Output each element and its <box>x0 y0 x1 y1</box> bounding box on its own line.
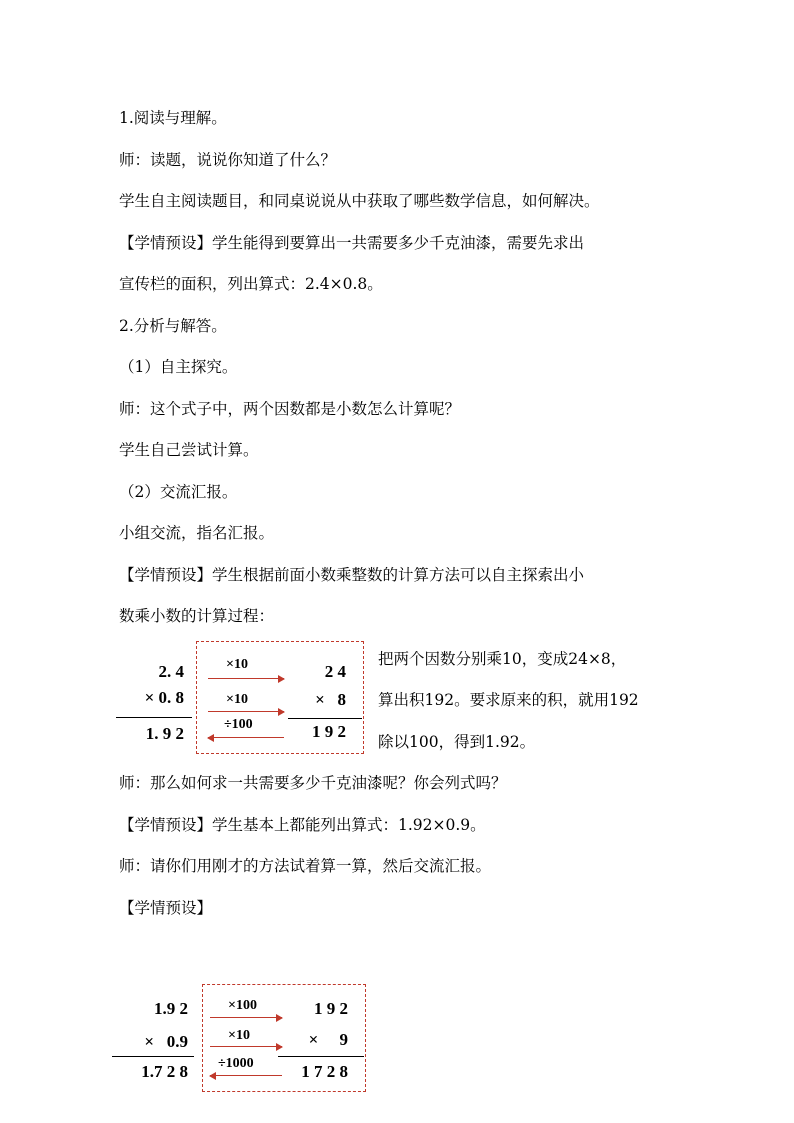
preset-3: 【学情预设】学生基本上都能列出算式：1.92×0.9。 <box>119 816 486 834</box>
preset-2-line-1: 【学情预设】学生根据前面小数乘整数的计算方法可以自主探索出小 <box>119 566 585 584</box>
subheading-report: （2）交流汇报。 <box>119 483 238 501</box>
teacher-question-2: 师：这个式子中，两个因数都是小数怎么计算呢？ <box>119 400 461 418</box>
calc1-integer-underline <box>288 718 362 719</box>
teacher-instruction: 师：请你们用刚才的方法试着算一算，然后交流汇报。 <box>119 857 492 875</box>
calc2-arrow-right-1 <box>210 1017 282 1018</box>
calc2-integer-product: 1 7 2 8 <box>301 1062 348 1081</box>
heading-analysis: 2.分析与解答。 <box>119 317 227 335</box>
calc1-op-div100: ÷100 <box>224 717 253 732</box>
calc2-factor-b: × 0.9 <box>144 1032 188 1051</box>
group-report: 小组交流，指名汇报。 <box>119 524 275 542</box>
calc1-op-times10-b: ×10 <box>226 692 248 707</box>
calc2-op-times10: ×10 <box>228 1028 250 1043</box>
calc2-integer-a: 1 9 2 <box>314 999 348 1018</box>
teacher-question-3: 师：那么如何求一共需要多少千克油漆呢？你会列式吗？ <box>119 774 507 792</box>
calc1-product: 1. 9 2 <box>145 724 184 743</box>
calc1-factor-b: × 0. 8 <box>144 688 184 707</box>
calc2-integer-underline <box>278 1056 364 1057</box>
calc1-integer-product: 1 9 2 <box>312 722 346 741</box>
student-activity-1: 学生自主阅读题目，和同桌说说从中获取了哪些数学信息，如何解决。 <box>119 192 600 210</box>
calc2-integer-b: × 9 <box>308 1030 348 1049</box>
preset-4-heading: 【学情预设】 <box>119 899 213 917</box>
calc1-integer-a: 2 4 <box>324 662 346 681</box>
calc2-underline <box>112 1056 194 1057</box>
calc2-op-div1000: ÷1000 <box>218 1056 254 1071</box>
explain-line-3: 除以100，得到1.92。 <box>378 733 536 751</box>
teacher-question-1: 师：读题，说说你知道了什么？ <box>119 151 337 169</box>
preset-1-line-2: 宣传栏的面积，列出算式：2.4×0.8。 <box>119 275 383 293</box>
preset-1-line-1: 【学情预设】学生能得到要算出一共需要多少千克油漆，需要先求出 <box>119 234 585 252</box>
calc2-arrow-right-2 <box>210 1046 282 1047</box>
explain-line-1: 把两个因数分别乘10，变成24×8， <box>378 650 627 668</box>
calc2-product: 1.7 2 8 <box>141 1062 188 1081</box>
calc2-factor-a: 1.9 2 <box>154 999 188 1018</box>
subheading-explore: （1）自主探究。 <box>119 358 238 376</box>
heading-reading: 1.阅读与理解。 <box>119 109 227 127</box>
preset-2-line-2: 数乘小数的计算过程： <box>119 607 275 625</box>
calc2-arrow-left <box>210 1075 282 1076</box>
calc1-factor-a: 2. 4 <box>158 662 184 681</box>
explain-line-2: 算出积192。要求原来的积，就用192 <box>378 691 639 709</box>
calc1-arrow-right-2 <box>208 711 284 712</box>
calc1-underline <box>116 717 192 718</box>
calc1-arrow-right-1 <box>208 678 284 679</box>
calc1-op-times10-a: ×10 <box>226 657 248 672</box>
calc1-arrow-left <box>208 737 284 738</box>
student-activity-2: 学生自己尝试计算。 <box>119 441 259 459</box>
calc2-op-times100: ×100 <box>228 998 257 1013</box>
calc1-integer-b: × 8 <box>315 690 346 709</box>
